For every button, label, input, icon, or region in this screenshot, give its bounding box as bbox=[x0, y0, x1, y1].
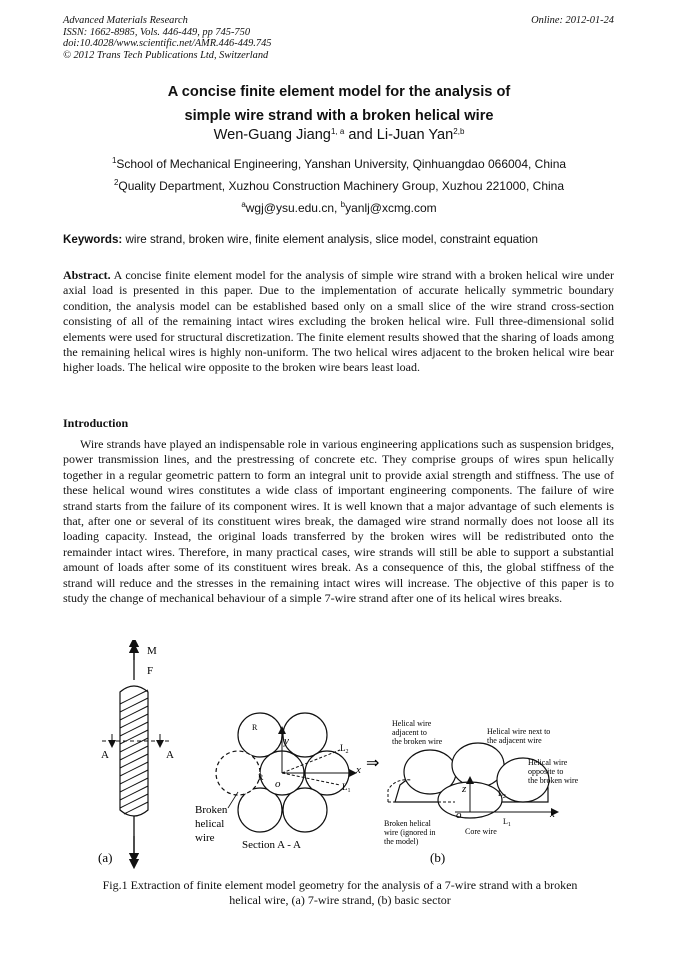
online-date: Online: 2012-01-24 bbox=[531, 15, 614, 26]
affiliation-2 bbox=[0, 178, 678, 193]
journal-name: Advanced Materials Research bbox=[63, 15, 188, 26]
author-2: Li-Juan Yan bbox=[376, 127, 454, 143]
note-next-2: the adjacent wire bbox=[487, 736, 542, 745]
title-line-2: simple wire strand with a broken helical wire bbox=[184, 108, 494, 124]
email-a-sup: a bbox=[241, 200, 246, 209]
journal-meta bbox=[63, 15, 271, 61]
label-helical: helical bbox=[195, 818, 225, 830]
note-ignored-2: wire (ignored in bbox=[384, 828, 436, 837]
caption-line-1: Fig.1 Extraction of finite element model geometry for the analysis of a 7-wire strand with a broken bbox=[102, 878, 578, 892]
figure-caption bbox=[40, 878, 640, 908]
wire-top-left bbox=[238, 713, 282, 757]
note-adjacent-2: adjacent to bbox=[392, 728, 427, 737]
axis-z: z bbox=[462, 783, 467, 795]
wire-top-right bbox=[283, 713, 327, 757]
author-1: Wen-Guang Jiang bbox=[213, 127, 331, 143]
aff-2-sup: 2 bbox=[113, 178, 119, 187]
label-R1: R bbox=[258, 773, 264, 782]
emails bbox=[0, 200, 678, 215]
note-core: Core wire bbox=[465, 827, 497, 836]
sector-origin: o bbox=[456, 809, 462, 821]
copyright: © 2012 Trans Tech Publications Ltd, Switzerland bbox=[63, 49, 269, 61]
note-opposite-2: opposite to bbox=[528, 767, 564, 776]
label-A-left: A bbox=[101, 749, 109, 761]
label-M: M bbox=[147, 645, 157, 657]
label-a: (a) bbox=[98, 850, 113, 865]
caption-line-2: helical wire, (a) 7-wire strand, (b) basic sector bbox=[229, 893, 451, 908]
sector-axis-x: x bbox=[550, 808, 555, 820]
label-L1: $L_1$ bbox=[342, 782, 351, 794]
email-a[interactable]: wgj@ysu.edu.cn, bbox=[245, 201, 341, 215]
doi: doi:10.4028/www.scientific.net/AMR.446-449.745 bbox=[63, 38, 272, 50]
title-line-1: A concise finite element model for the analysis of bbox=[167, 84, 511, 100]
label-section: Section A - A bbox=[242, 839, 301, 851]
sector-L1: $L_1$ bbox=[503, 817, 511, 828]
axis-x: x bbox=[356, 764, 361, 776]
figure-1 bbox=[0, 640, 678, 880]
note-ignored-1: Broken helical bbox=[384, 819, 431, 828]
label-broken: Broken bbox=[195, 804, 228, 816]
introduction-heading: Introduction bbox=[63, 416, 129, 430]
label-L2: $L_2$ bbox=[340, 743, 349, 755]
note-adjacent-3: the broken wire bbox=[392, 737, 443, 746]
aff-2-text: Quality Department, Xuzhou Construction Machinery Group, Xuzhou 221000, China bbox=[118, 179, 565, 193]
author-2-sup: 2,b bbox=[453, 127, 465, 136]
email-b[interactable]: yanlj@xcmg.com bbox=[345, 201, 437, 215]
author-1-sup: 1, a bbox=[330, 127, 345, 136]
and-text: and bbox=[344, 127, 377, 143]
keywords bbox=[63, 233, 538, 246]
note-next-1: Helical wire next to bbox=[487, 727, 551, 736]
abstract-text: A concise finite element model for the analysis of simple wire strand with a broken helical wire under axial load is presented in this paper. Due to the implementation of accurate helically symmetric boundary condition, the analysis model can be established based only on a small slice of the wire strand cross-section consisting of all of the remaining intact wires excluding the broken helical wire. Full three-dimensional solid elements were used for structural discretization. The finite element results showed that the sharing of loads among the remaining helical wires is highly non-uniform. The two helical wires adjacent to the broken helical wire bear higher loads. The helical wire opposite to the broken wire bears least load. bbox=[63, 268, 614, 375]
axis-y: y bbox=[284, 735, 289, 747]
label-A-right: A bbox=[166, 749, 174, 761]
label-wire: wire bbox=[195, 832, 215, 844]
note-adjacent-1: Helical wire bbox=[392, 719, 432, 728]
wire-bottom-right bbox=[283, 788, 327, 832]
aff-1-text: School of Mechanical Engineering, Yanshan University, Qinhuangdao 066004, China bbox=[116, 157, 567, 171]
label-R2: R bbox=[252, 723, 258, 732]
next-wire bbox=[452, 743, 504, 787]
note-opposite-3: the broken wire bbox=[528, 776, 579, 785]
broken-wire bbox=[216, 751, 260, 795]
abstract bbox=[63, 268, 614, 376]
email-b-sup: b bbox=[340, 200, 346, 209]
keywords-text: wire strand, broken wire, finite element analysis, slice model, constraint equation bbox=[122, 233, 538, 246]
aff-1-sup: 1 bbox=[111, 156, 117, 165]
sector-L2: $L_2$ bbox=[498, 789, 506, 800]
strand-drawing bbox=[98, 642, 174, 865]
introduction-text: Wire strands have played an indispensable role in various engineering applications such as suspension bridges, power transmission lines, and the prestressing of concrete etc. They comprise groups of wires spun helically together in a regular geometric pattern to form an integral unit to provide axial strength and stiffness. The use of these helical wound wires constitutes a wide class of important engineering components. The failure of wire strand starts from the failure of its component wires. It is well known that a major advantage of such elements is that, after one or several of its constituent wires break, the damaged wire strand normally does not loose all its loading capacity. Instead, the original loads transferred by the broken wires will be redistributed onto the remainder intact wires. Therefore, in many practical cases, wire strands will still be able to support a substantial amount of loads after some of its constituent wires break. As a consequence of this, the global stiffness of the strand will reduce and the stresses in the remaining intact wires will increase. The objective of this paper is to study the change of mechanical behaviour of a simple 7-wire strand after one of its helical wires breaks. bbox=[63, 437, 614, 606]
origin-o: o bbox=[275, 778, 281, 790]
label-b: (b) bbox=[430, 850, 446, 865]
authors bbox=[0, 127, 678, 143]
label-F: F bbox=[147, 665, 154, 677]
affiliation-1 bbox=[0, 156, 678, 171]
issn: ISSN: 1662-8985, Vols. 446-449, pp 745-750 bbox=[63, 26, 251, 38]
arrow-glyph: ⇒ bbox=[366, 755, 380, 772]
note-opposite-1: Helical wire bbox=[528, 758, 568, 767]
paper-title bbox=[0, 80, 678, 128]
note-ignored-3: the model) bbox=[384, 837, 419, 846]
abstract-label: Abstract. bbox=[63, 268, 111, 282]
keywords-label: Keywords: bbox=[63, 233, 123, 246]
basic-sector bbox=[395, 743, 549, 818]
